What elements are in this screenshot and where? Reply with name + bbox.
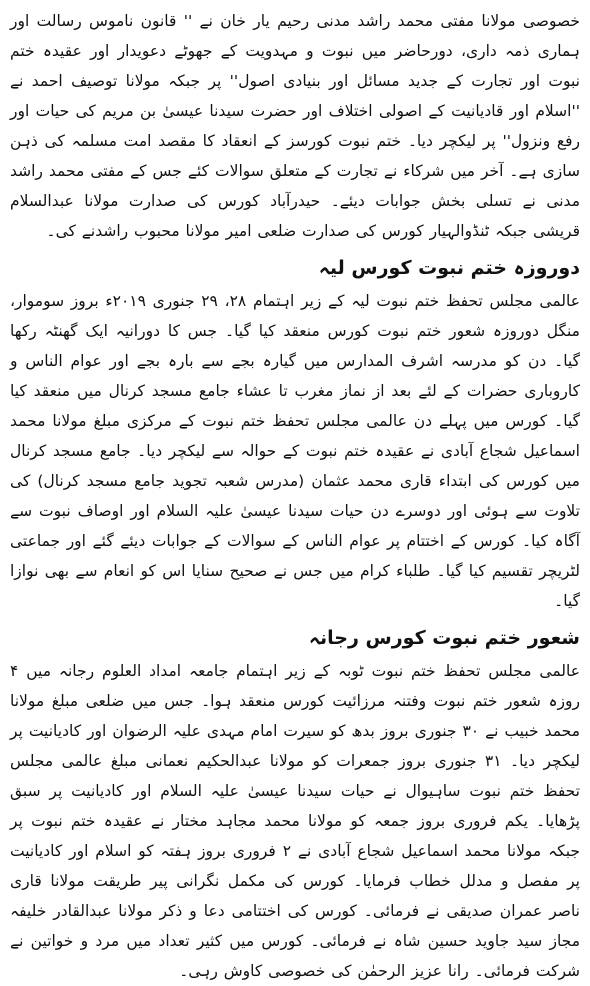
layyah-course-paragraph: عالمی مجلس تحفظ ختم نبوت لیہ کے زیر اہتمام ۲۸، ۲۹ جنوری ۲۰۱۹ء بروز سوموار، منگل دوروزہ شعور ختم نبوت کورس منعقد کیا گیا۔ جس کا دورانیہ ایک گھنٹہ رکھا گیا۔ دن کو مدرسہ اشرف المدارس میں گیارہ بجے سے بارہ بجے اور عوام الناس و کاروباری حضرات کے لئے بعد از نماز مغرب تا عشاء جامع مسجد کرنال میں منعقد کیا گیا۔ کورس میں پہلے دن عالمی مجلس تحفظ ختم نبوت کے مرکزی مبلغ مولانا محمد اسماعیل شجاع آبادی نے عقیدہ ختم نبوت کے حوالہ سے لیکچر دیا۔ جامع مسجد کرنال میں کورس کی ابتداء قاری محمد عثمان (مدرس شعبہ تجوید جامع مسجد کرنال) کی تلاوت سے ہوئی اور دوسرے دن حیات سیدنا عیسیٰ علیہ السلام اور اوصاف نبوت سے آگاہ کیا۔ کورس کے اختتام پر عوام الناس کے سوالات کے جوابات دیئے گئے اور جماعتی لٹریچر تقسیم کیا گیا۔ طلباء کرام میں جس نے صحیح سنایا اس کو انعام سے بھی نوازا گیا۔ (10, 292, 580, 610)
rajana-course-paragraph: عالمی مجلس تحفظ ختم نبوت ٹوبہ کے زیر اہتمام جامعہ امداد العلوم رجانہ میں ۴ روزہ شعور ختم نبوت وفتنہ مرزائیت کورس منعقد ہوا۔ جس میں ضلعی مبلغ مولانا محمد خبیب نے ۳۰ جنوری بروز بدھ کو سیرت امام مہدی علیہ الرضوان اور کادیانیت پر لیکچر دیا۔ ۳۱ جنوری بروز جمعرات کو مولانا عبدالحکیم نعمانی مبلغ عالمی مجلس تحفظ ختم نبوت ساہیوال نے حیات سیدنا عیسیٰ علیہ السلام اور کادیانیت پر سبق پڑھایا۔ یکم فروری بروز جمعہ کو مولانا محمد مجاہد مختار نے عقیدہ ختم نبوت پر جبکہ مولانا محمد اسماعیل شجاع آبادی نے ۲ فروری بروز ہفتہ کو اسلام اور کادیانیت پر مفصل و مدلل خطاب فرمایا۔ کورس کی مکمل نگرانی پیر طریقت مولانا قاری ناصر عمران صدیقی نے فرمائی۔ کورس کی اختتامی دعا و ذکر مولانا عبدالقادر خلیفہ مجاز سید جاوید حسین شاہ نے فرمائی۔ کورس میں کثیر تعداد میں مرد و خواتین نے شرکت فرمائی۔ رانا عزیز الرحمٰن کی خصوصی کاوش رہی۔ (10, 662, 580, 980)
rajana-course-heading: شعور ختم نبوت کورس رجانہ (308, 627, 580, 649)
layyah-course-heading: دوروزہ ختم نبوت کورس لیہ (318, 257, 580, 279)
intro-paragraph: خصوصی مولانا مفتی محمد راشد مدنی رحیم یار خان نے '' قانون ناموس رسالت اور ہماری ذمہ داری، دورحاضر میں نبوت و مہدویت کے جھوٹے دعویدار اور عقیدہ ختم نبوت اور تجارت کے جدید مسائل اور بنیادی اصول'' پر جبکہ مولانا توصیف احمد نے ''اسلام اور قادیانیت کے اصولی اختلاف اور حضرت سیدنا عیسیٰ بن مریم کی حیات اور رفع ونزول'' پر لیکچر دیا۔ ختم نبوت کورسز کے انعقاد کا مقصد امت مسلمہ کی ذہن سازی ہے۔ آخر میں شرکاء نے تجارت کے متعلق سوالات کئے جس کے مفتی محمد راشد مدنی نے تسلی بخش جوابات دیئے۔ حیدرآباد کورس کی صدارت مولانا عبدالسلام قریشی جبکہ ٹنڈوالہیار کورس کی صدارت ضلعی امیر مولانا محبوب راشدنے کی۔ (10, 12, 580, 240)
